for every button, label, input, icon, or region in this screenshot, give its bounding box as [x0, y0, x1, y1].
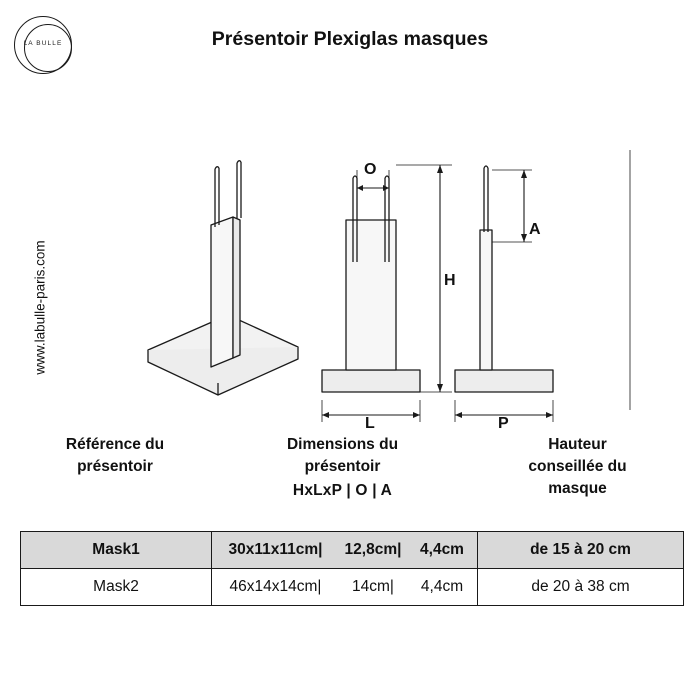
header-dimensions-line2: présentoir	[304, 458, 381, 475]
cell-a: 4,4cm	[420, 578, 464, 595]
header-mask-height-line2: conseillée du	[528, 458, 627, 475]
product-table	[20, 531, 684, 606]
product-drawing	[0, 70, 700, 430]
cell-hxlxp: 46x14x14cm|	[229, 578, 322, 595]
header-dimensions-sub: HxLxP | O | A	[292, 482, 393, 499]
table-row	[21, 532, 684, 569]
header-mask-height-line1: Hauteur	[548, 436, 607, 453]
cell-hxlxp: 30x11x11cm|	[228, 541, 323, 558]
cell-o: 14cm|	[352, 578, 394, 595]
cell-reference: Mask1	[21, 532, 212, 569]
header-mask-height-line3: masque	[548, 480, 607, 497]
cell-dimensions	[212, 569, 478, 606]
header-reference-line2: présentoir	[77, 458, 153, 475]
dimension-label-l: L	[365, 415, 375, 430]
page-title: Présentoir Plexiglas masques	[211, 28, 489, 50]
dimension-label-h: H	[444, 272, 456, 289]
cell-a: 4,4cm	[420, 541, 464, 558]
dimension-label-a: A	[529, 221, 541, 238]
header-reference-line1: Référence du	[65, 436, 165, 453]
cell-mask-height: de 15 à 20 cm	[478, 532, 684, 569]
header-reference	[20, 434, 210, 478]
dimension-label-p: P	[498, 415, 509, 430]
website-url: www.labulle-paris.com	[32, 240, 48, 375]
table-column-headers	[20, 428, 680, 518]
header-mask-height	[475, 434, 680, 500]
dimension-label-o: O	[364, 161, 377, 178]
header-dimensions	[210, 434, 475, 502]
table-row	[21, 569, 684, 606]
cell-o: 12,8cm|	[344, 541, 402, 558]
cell-dimensions	[212, 532, 478, 569]
logo-text: LA BULLE	[23, 40, 63, 47]
header-dimensions-line1: Dimensions du	[286, 436, 399, 453]
cell-mask-height: de 20 à 38 cm	[478, 569, 684, 606]
cell-reference: Mask2	[21, 569, 212, 606]
